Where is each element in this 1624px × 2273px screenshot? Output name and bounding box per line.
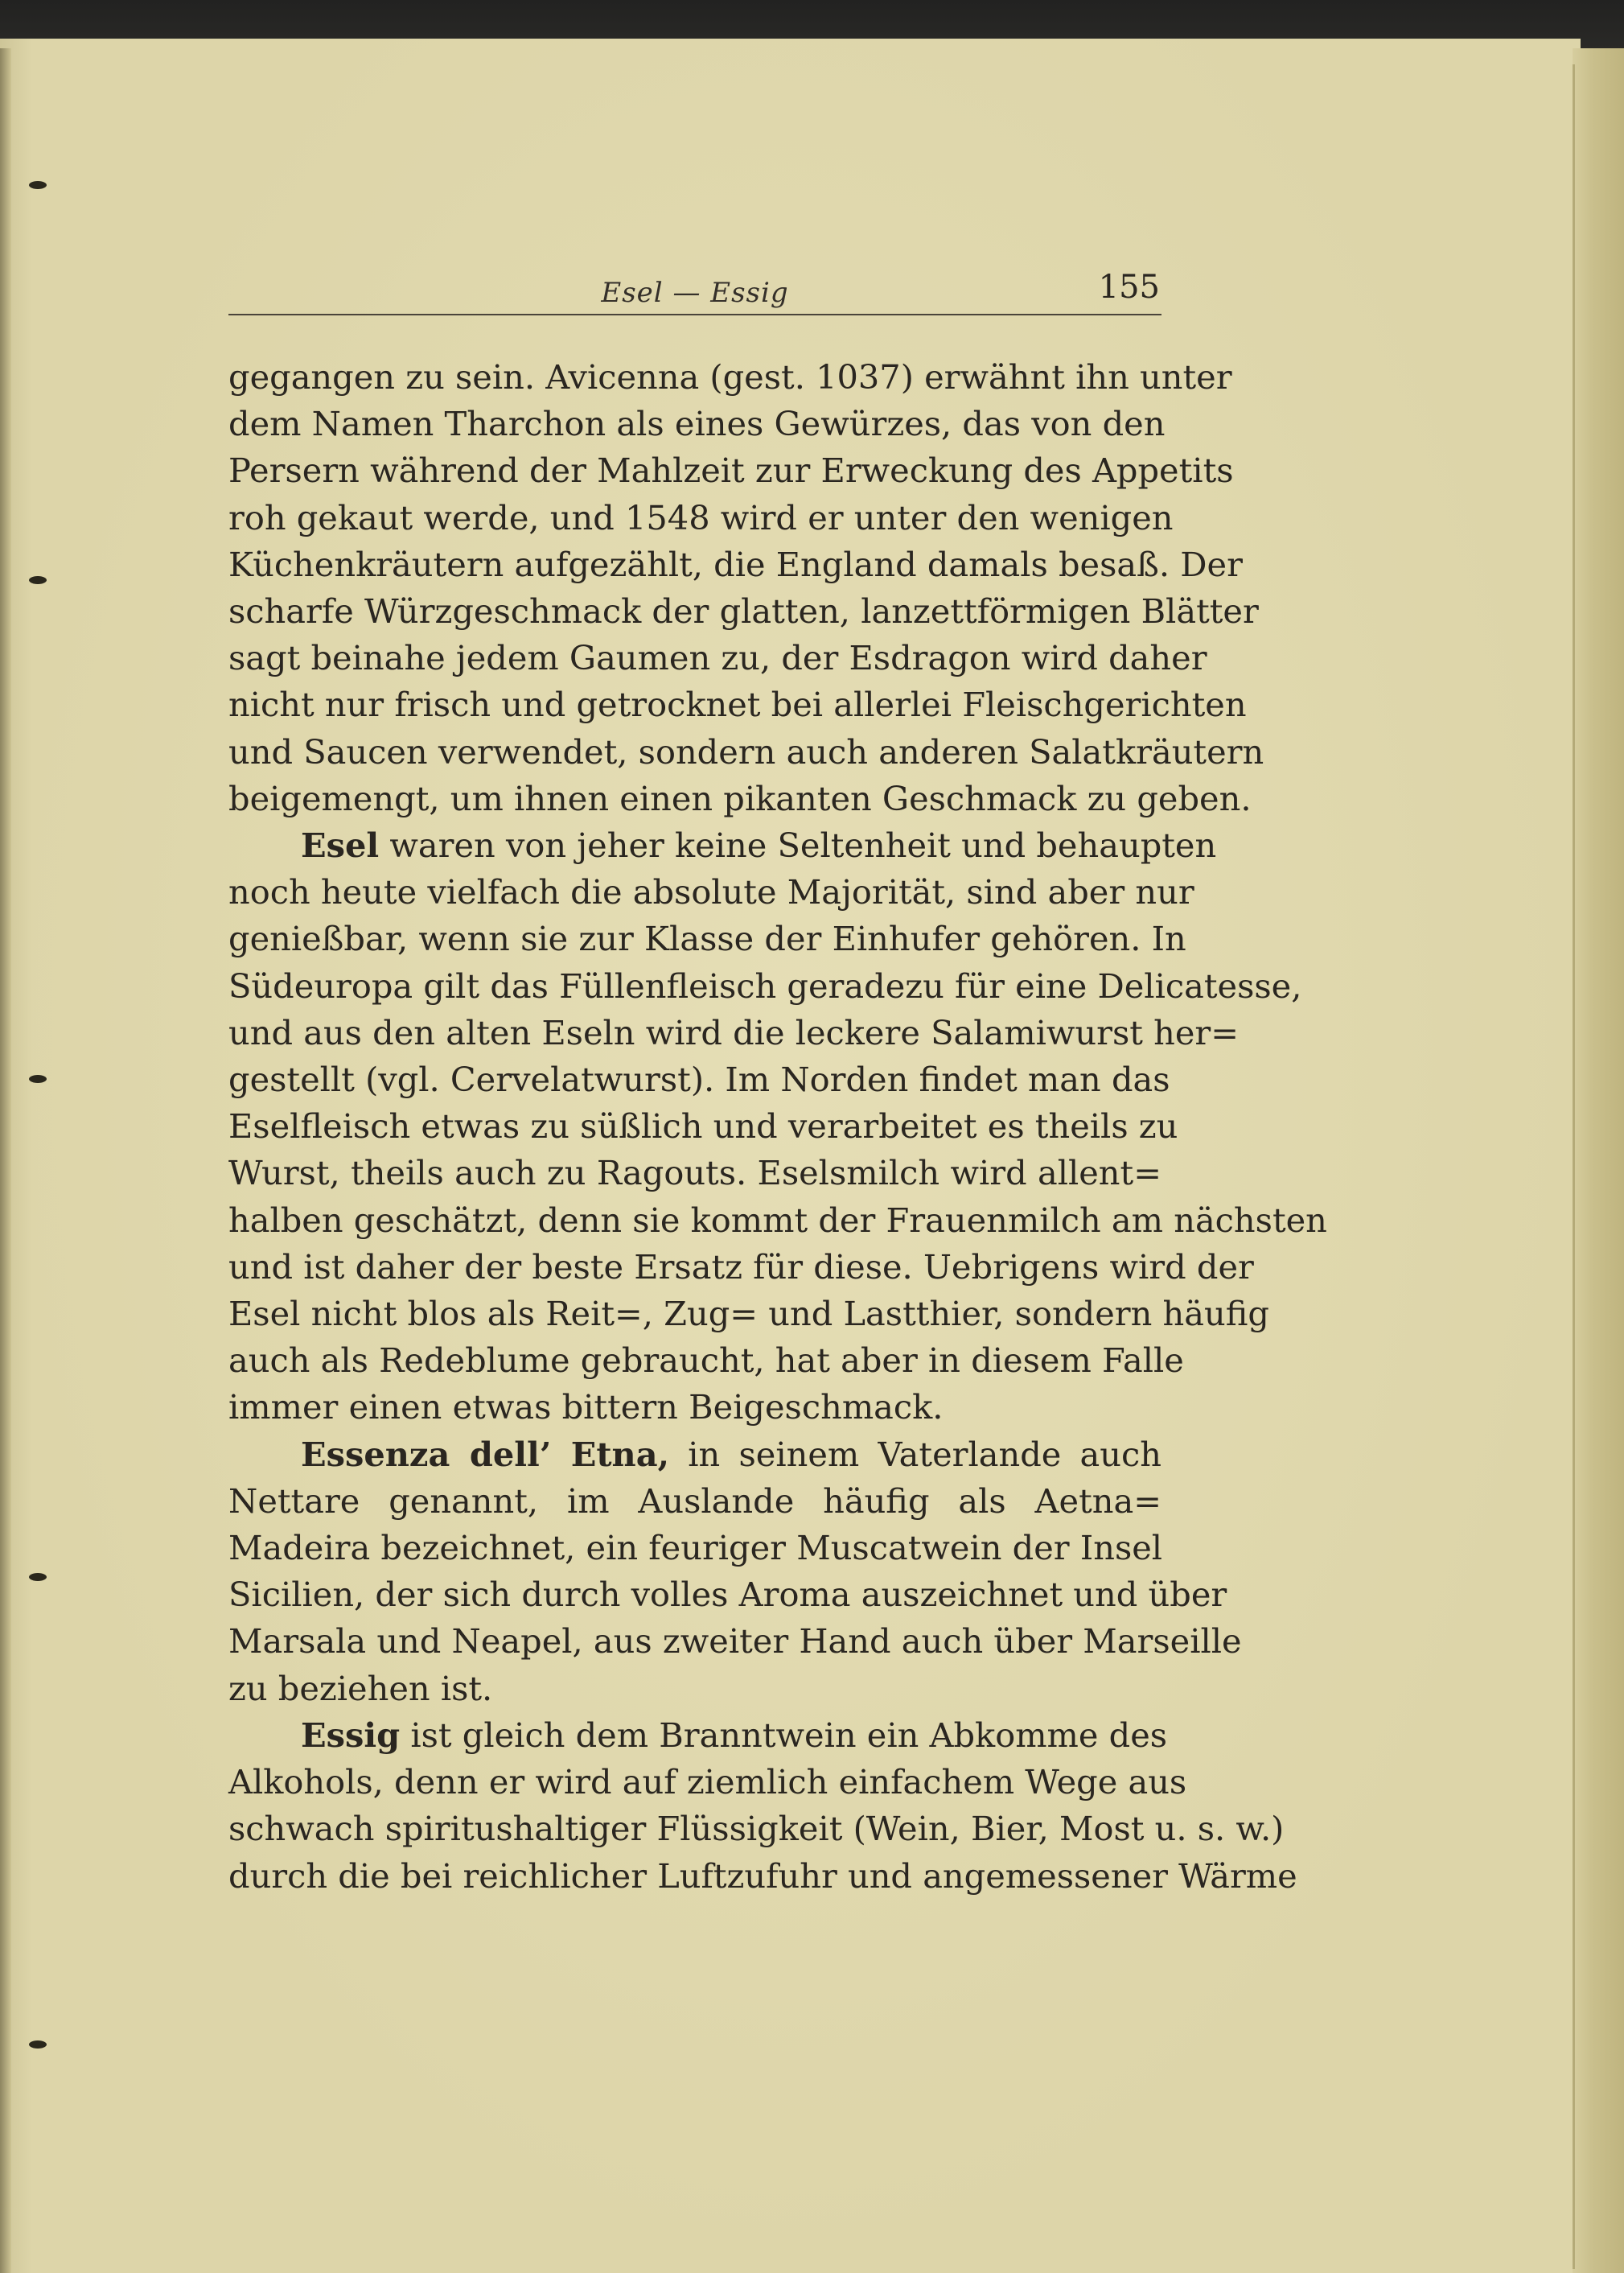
text-line: Wurst, theils auch zu Ragouts. Eselsmilch wird allent= — [228, 1153, 1161, 1193]
entry-keyword: Essig — [301, 1715, 401, 1755]
text-line: auch als Redeblume gebraucht, hat aber in diesem Falle — [228, 1340, 1184, 1381]
text-line: noch heute vielfach die absolute Majorität, sind aber nur — [228, 872, 1194, 912]
text-line: Sicilien, der sich durch volles Aroma auszeichnet und über — [228, 1575, 1227, 1615]
text-line: Esel nicht blos als Reit=, Zug= und Lastthier, sondern häufig — [228, 1294, 1269, 1334]
text-line: halben geschätzt, denn sie kommt der Frauenmilch am nächsten — [228, 1200, 1327, 1240]
text-line: sagt beinahe jedem Gaumen zu, der Esdragon wird daher — [228, 638, 1207, 678]
text-line: Nettare genannt, im Auslande häufig als Aetna= — [228, 1480, 1161, 1521]
text-line: und Saucen verwendet, sondern auch anderen Salatkräutern — [228, 731, 1264, 772]
text-line: beigemengt, um ihnen einen pikanten Geschmack zu geben. — [228, 778, 1252, 818]
text-line: durch die bei reichlicher Luftzufuhr und angemessener Wärme — [228, 1855, 1297, 1896]
binding-stitch — [29, 1075, 47, 1083]
text-line — [228, 822, 1217, 869]
text-line: roh gekaut werde, und 1548 wird er unter den wenigen — [228, 497, 1174, 537]
page-header — [228, 266, 1161, 315]
text-line: dem Namen Tharchon als eines Gewürzes, das von den — [228, 404, 1166, 444]
text-line-rest: waren von jeher keine Seltenheit und behaupten — [379, 826, 1217, 866]
binding-stitch — [29, 1573, 47, 1581]
text-line: genießbar, wenn sie zur Klasse der Einhufer gehören. In — [228, 919, 1186, 959]
running-title: Esel — Essig — [601, 277, 789, 309]
entry-keyword: Esel — [301, 826, 380, 866]
binding-stitch — [29, 576, 47, 584]
paragraph-estragon-continuation — [228, 354, 1264, 822]
text-line: zu beziehen ist. — [228, 1668, 493, 1708]
text-line: und ist daher der beste Ersatz für diese. Uebrigens wird der — [228, 1246, 1254, 1287]
page-number: 155 — [1098, 269, 1160, 306]
text-line: gestellt (vgl. Cervelatwurst). Im Norden findet man das — [228, 1060, 1170, 1100]
text-line: Eselfleisch etwas zu süßlich und verarbeitet es theils zu — [228, 1106, 1178, 1147]
paragraph-essig — [228, 1712, 1297, 1900]
page-right-edge — [1573, 48, 1624, 2273]
text-line: Madeira bezeichnet, ein feuriger Muscatwein der Insel — [228, 1528, 1163, 1568]
text-line: nicht nur frisch und getrocknet bei allerlei Fleischgerichten — [228, 685, 1247, 725]
text-line: scharfe Würzgeschmack der glatten, lanzettförmigen Blätter — [228, 591, 1259, 632]
text-line: Alkohols, denn er wird auf ziemlich einfachem Wege aus — [228, 1762, 1187, 1802]
text-line — [228, 1431, 1161, 1478]
text-line: immer einen etwas bittern Beigeschmack. — [228, 1387, 944, 1427]
text-line-rest: ist gleich dem Branntwein ein Abkomme des — [400, 1715, 1168, 1755]
body-text — [228, 354, 1327, 1900]
text-line-rest: in seinem Vaterlande auch — [669, 1434, 1161, 1474]
text-line: Marsala und Neapel, aus zweiter Hand auch über Marseille — [228, 1621, 1242, 1662]
paragraph-esel — [228, 822, 1327, 1431]
binding-stitch — [29, 181, 47, 189]
text-line: und aus den alten Eseln wird die leckere Salamiwurst her= — [228, 1012, 1240, 1052]
entry-keyword: Essenza dell’ Etna, — [301, 1434, 670, 1474]
binding-stitch — [29, 2040, 47, 2049]
text-line: Küchenkräutern aufgezählt, die England damals besaß. Der — [228, 544, 1243, 584]
paragraph-essenza-dell-etna — [228, 1431, 1242, 1712]
page-fold-line — [1573, 64, 1575, 2269]
text-line: Persern während der Mahlzeit zur Erweckung des Appetits — [228, 451, 1234, 491]
text-line: schwach spiritushaltiger Flüssigkeit (Wein, Bier, Most u. s. w.) — [228, 1809, 1285, 1849]
text-line — [228, 1712, 1168, 1759]
text-line: gegangen zu sein. Avicenna (gest. 1037) erwähnt ihn unter — [228, 357, 1232, 397]
text-line: Südeuropa gilt das Füllenfleisch geradezu für eine Delicatesse, — [228, 966, 1302, 1006]
page-binding-edge — [0, 48, 11, 2273]
